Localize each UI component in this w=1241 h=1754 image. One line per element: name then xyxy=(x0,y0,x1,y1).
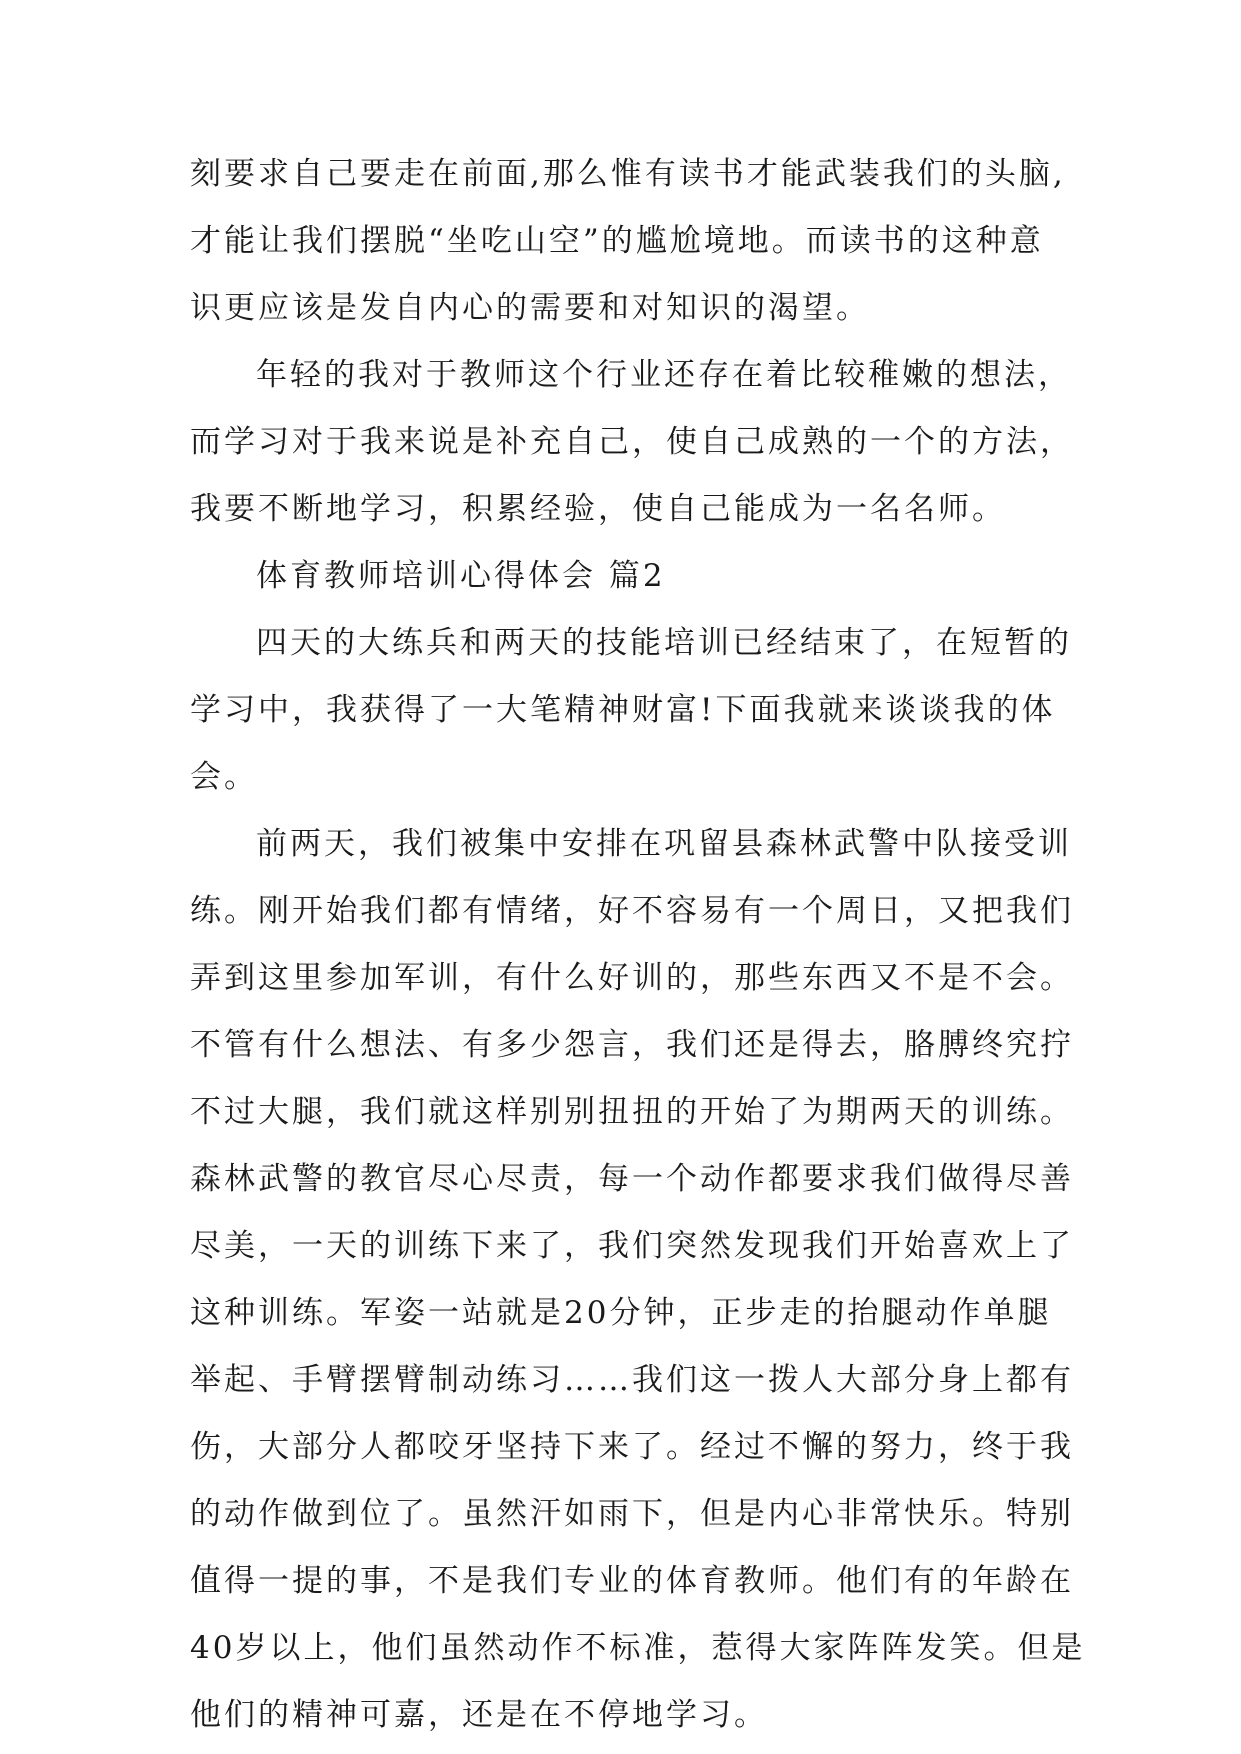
text-line: 不管有什么想法、有多少怨言，我们还是得去，胳膊终究拧 xyxy=(190,1027,1074,1063)
paragraph-start-line: 四天的大练兵和两天的技能培训已经结束了，在短暂的 xyxy=(256,625,1072,661)
paragraph-start-line: 前两天，我们被集中安排在巩留县森林武警中队接受训 xyxy=(256,826,1072,862)
text-line: 我要不断地学习，积累经验，使自己能成为一名名师。 xyxy=(190,491,1006,527)
text-line: 他们的精神可嘉，还是在不停地学习。 xyxy=(190,1697,768,1733)
text-line: 会。 xyxy=(190,759,258,795)
text-line: 这种训练。军姿一站就是20分钟，正步走的抬腿动作单腿 xyxy=(190,1295,1052,1331)
text-line: 举起、手臂摆臂制动练习……我们这一拨人大部分身上都有 xyxy=(190,1362,1074,1398)
text-line: 值得一提的事，不是我们专业的体育教师。他们有的年龄在 xyxy=(190,1563,1074,1599)
section-heading: 体育教师培训心得体会 篇2 xyxy=(256,558,666,594)
text-line: 40岁以上，他们虽然动作不标准，惹得大家阵阵发笑。但是 xyxy=(190,1630,1086,1666)
text-line: 才能让我们摆脱“坐吃山空”的尴尬境地。而读书的这种意 xyxy=(190,223,1044,259)
text-line: 森林武警的教官尽心尽责，每一个动作都要求我们做得尽善 xyxy=(190,1161,1074,1197)
text-line: 识更应该是发自内心的需要和对知识的渴望。 xyxy=(190,290,870,326)
paragraph-start-line: 年轻的我对于教师这个行业还存在着比较稚嫩的想法， xyxy=(256,357,1072,393)
text-line: 不过大腿，我们就这样别别扭扭的开始了为期两天的训练。 xyxy=(190,1094,1074,1130)
text-line: 练。刚开始我们都有情绪，好不容易有一个周日，又把我们 xyxy=(190,893,1074,929)
text-line: 弄到这里参加军训，有什么好训的，那些东西又不是不会。 xyxy=(190,960,1074,996)
text-line: 的动作做到位了。虽然汗如雨下，但是内心非常快乐。特别 xyxy=(190,1496,1074,1532)
text-line: 刻要求自己要走在前面,那么惟有读书才能武装我们的头脑, xyxy=(190,156,1066,192)
text-line: 而学习对于我来说是补充自己，使自己成熟的一个的方法， xyxy=(190,424,1074,460)
text-line: 尽美，一天的训练下来了，我们突然发现我们开始喜欢上了 xyxy=(190,1228,1074,1264)
text-line: 学习中，我获得了一大笔精神财富!下面我就来谈谈我的体 xyxy=(190,692,1056,728)
text-line: 伤，大部分人都咬牙坚持下来了。经过不懈的努力，终于我 xyxy=(190,1429,1074,1465)
